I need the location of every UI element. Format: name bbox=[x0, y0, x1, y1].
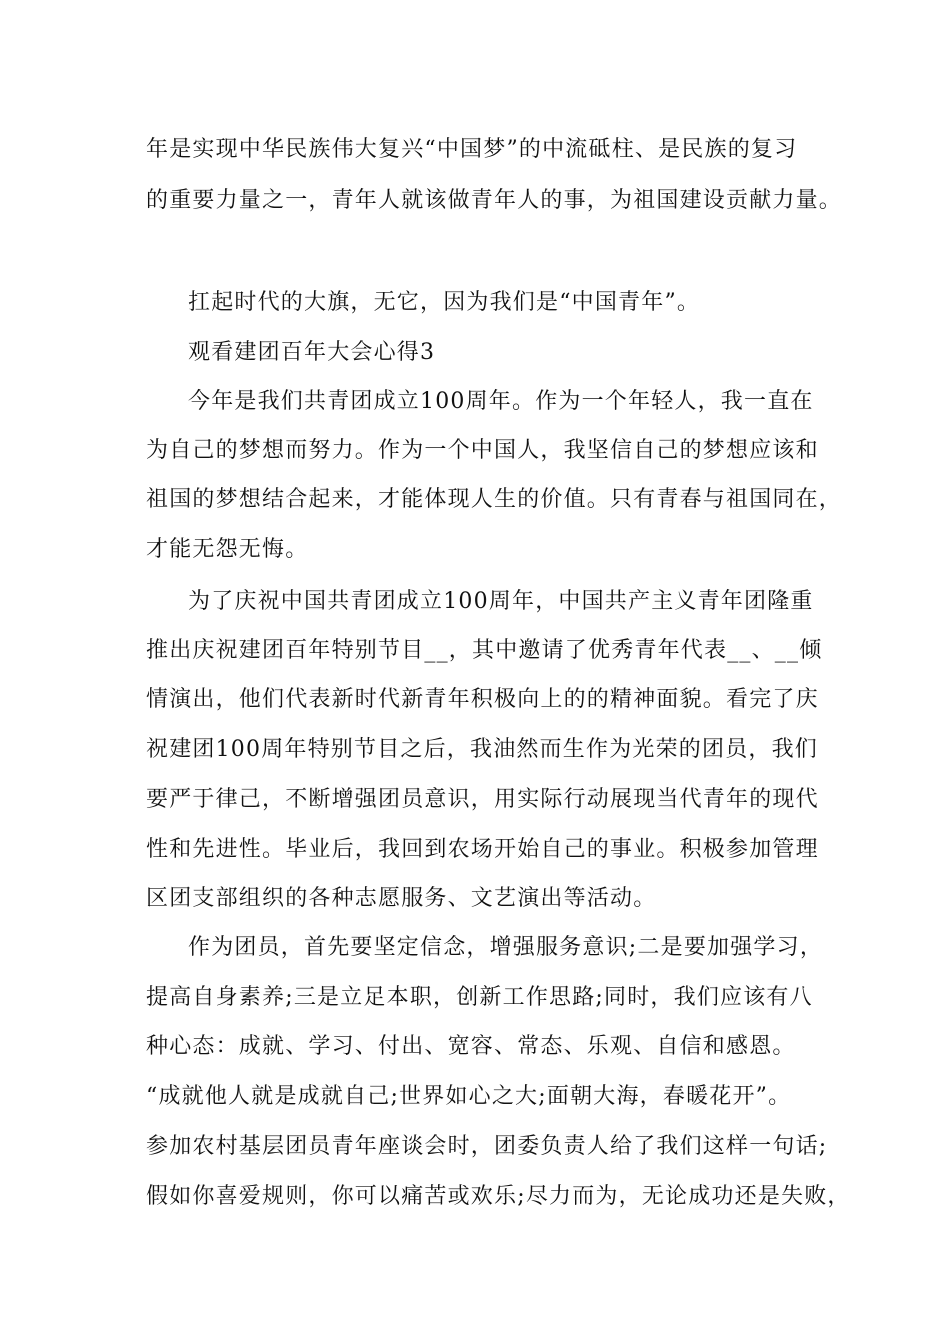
paragraph-2-line-7: 区团支部组织的各种志愿服务、文艺演出等活动。 bbox=[146, 886, 657, 911]
paragraph-3-line-6: 假如你喜爱规则，你可以痛苦或欢乐;尽力而为，无论成功还是失败， bbox=[146, 1184, 851, 1209]
text-line-1: 年是实现中华民族伟大复兴“中国梦”的中流砥柱、是民族的复习 bbox=[146, 137, 798, 162]
paragraph-2-line-2: 推出庆祝建团百年特别节目__，其中邀请了优秀青年代表__、__倾 bbox=[146, 638, 823, 663]
paragraph-2-line-1: 为了庆祝中国共青团成立100周年，中国共产主义青年团隆重 bbox=[188, 589, 814, 614]
paragraph-1-line-1: 今年是我们共青团成立100周年。作为一个年轻人，我一直在 bbox=[188, 389, 814, 414]
paragraph-3-line-4: “成就他人就是成就自己;世界如心之大;面朝大海，春暖花开”。 bbox=[146, 1084, 792, 1109]
paragraph-2-line-6: 性和先进性。毕业后，我回到农场开始自己的事业。积极参加管理 bbox=[146, 837, 819, 862]
paragraph-2-line-5: 要严于律己，不断增强团员意识，用实际行动展现当代青年的现代 bbox=[146, 787, 819, 812]
paragraph-1-line-2: 为自己的梦想而努力。作为一个中国人，我坚信自己的梦想应该和 bbox=[146, 438, 819, 463]
paragraph-1-line-4: 才能无怨无悔。 bbox=[146, 537, 309, 562]
paragraph-2-line-4: 祝建团100周年特别节目之后，我油然而生作为光荣的团员，我们 bbox=[146, 737, 818, 762]
text-line-3: 扛起时代的大旗，无它，因为我们是“中国青年”。 bbox=[188, 290, 701, 315]
section-heading: 观看建团百年大会心得3 bbox=[188, 340, 436, 365]
paragraph-3-line-3: 种心态：成就、学习、付出、宽容、常态、乐观、自信和感恩。 bbox=[146, 1034, 796, 1059]
paragraph-3-line-2: 提高自身素养;三是立足本职，创新工作思路;同时，我们应该有八 bbox=[146, 985, 813, 1010]
paragraph-3-line-5: 参加农村基层团员青年座谈会时，团委负责人给了我们这样一句话; bbox=[146, 1134, 828, 1159]
text-line-2: 的重要力量之一，青年人就该做青年人的事，为祖国建设贡献力量。 bbox=[146, 188, 843, 213]
paragraph-2-line-3: 情演出，他们代表新时代新青年积极向上的的精神面貌。看完了庆 bbox=[146, 687, 819, 712]
paragraph-3-line-1: 作为团员，首先要坚定信念，增强服务意识;二是要加强学习， bbox=[188, 935, 824, 960]
paragraph-1-line-3: 祖国的梦想结合起来，才能体现人生的价值。只有青春与祖国同在， bbox=[146, 487, 843, 512]
